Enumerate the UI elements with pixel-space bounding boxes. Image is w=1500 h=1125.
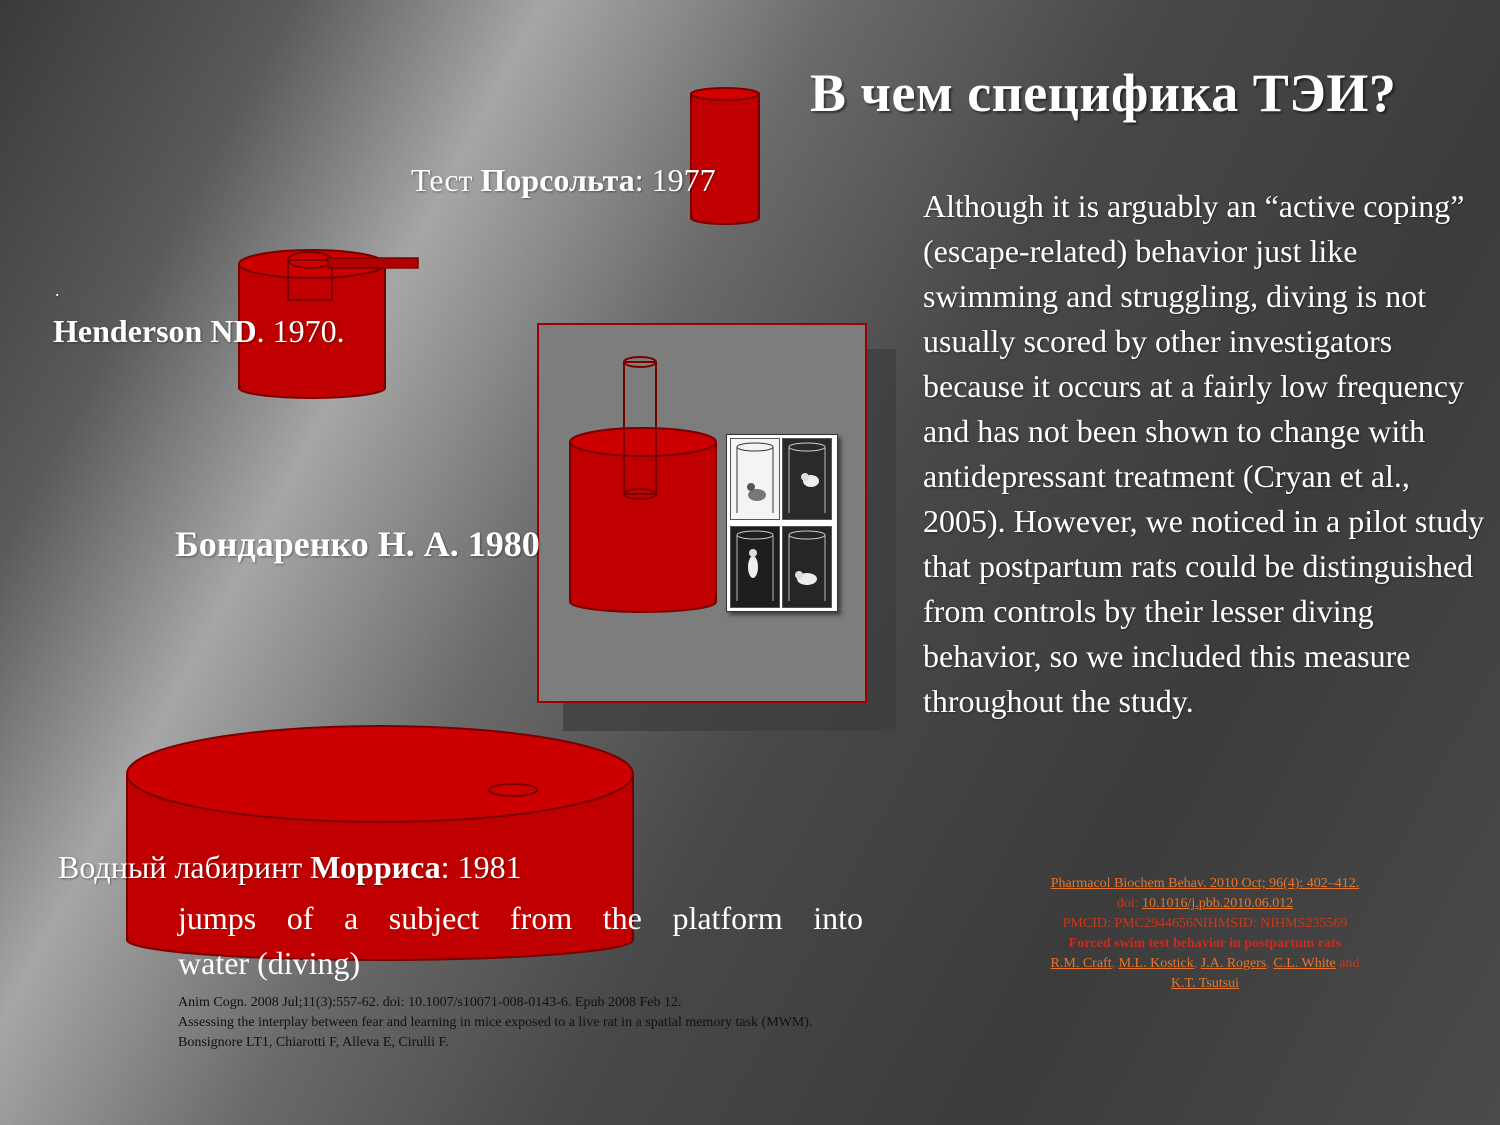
author-link[interactable]: J.A. Rogers: [1200, 956, 1267, 971]
bondarenko-label: Бондаренко Н. А. 1980: [175, 524, 540, 564]
henderson-year: . 1970.: [256, 313, 345, 349]
rat-photo-2: [782, 438, 832, 520]
porsolt-cylinder: [688, 86, 764, 226]
morris-year: : 1981: [440, 849, 522, 885]
quote-text: Although it is arguably an “active coping” (escape-related) behavior just like swimming and struggling, diving is not usually scored by other investigators because it occurs at a fairly low frequency and has not been shown to change with antidepressant treatment (Cryan et al., 2005). However, we noticed in a pilot study that postpartum rats could be distinguished from controls by their lesser diving behavior, so we included this measure throughout the study.: [923, 188, 1485, 719]
morris-label: [58, 849, 522, 886]
reference-left-line1: Anim Cogn. 2008 Jul;11(3):557-62. doi: 10.1007/s10071-008-0143-6. Epub 2008 Feb 12.: [178, 995, 682, 1010]
author-link[interactable]: M.L. Kostick: [1118, 956, 1194, 971]
rat-photo-4: [782, 526, 832, 608]
rat-sketch-icon: [731, 439, 779, 519]
bondarenko-cylinder: [566, 356, 726, 618]
rat-photo-grid: [726, 434, 838, 612]
rat-climb-icon: [731, 527, 779, 607]
diving-caption: [178, 896, 863, 986]
morris-prefix: Водный лабиринт: [58, 849, 311, 885]
author-link[interactable]: R.M. Craft: [1050, 956, 1112, 971]
reference-right: [990, 874, 1420, 994]
author-link[interactable]: C.L. White: [1273, 956, 1336, 971]
reference-left: [178, 993, 898, 1053]
diving-caption-line1: jumps of a subject from the platform into: [178, 900, 863, 936]
porsolt-prefix: Тест: [411, 162, 481, 198]
authors-line: R.M. Craft, M.L. Kostick, J.A. Rogers, C.L. White and: [1050, 956, 1360, 971]
porsolt-name: Порсольта: [480, 162, 635, 198]
rat-swim-icon: [783, 439, 831, 519]
pmcid-text: PMCID: PMC2944656NIHMSID: NIHMS235569: [1062, 916, 1348, 931]
doi-link[interactable]: 10.1016/j.pbb.2010.06.012: [1142, 896, 1294, 911]
henderson-name: Henderson ND: [53, 313, 257, 349]
henderson-dot: .: [55, 280, 60, 300]
porsolt-year: : 1977: [634, 162, 716, 198]
porsolt-label: [411, 162, 716, 199]
slide-title: В чем специфика ТЭИ?: [810, 63, 1397, 123]
reference-left-line3: Bonsignore LT1, Chiarotti F, Alleva E, Cirulli F.: [178, 1035, 449, 1050]
rat-photo-3: [730, 526, 780, 608]
rat-photo-1: [730, 438, 780, 520]
morris-name: Морриса: [310, 849, 441, 885]
author-link-last[interactable]: K.T. Tsutsui: [1170, 976, 1240, 991]
article-title: Forced swim test behavior in postpartum rats: [1068, 936, 1342, 951]
doi-prefix: doi:: [1116, 896, 1142, 911]
authors-and: and: [1335, 956, 1360, 971]
reference-left-line2: Assessing the interplay between fear and learning in mice exposed to a live rat in a spatial memory task (MWM).: [178, 1015, 813, 1030]
rat-dive-icon: [783, 527, 831, 607]
diving-caption-line2: water (diving): [178, 945, 361, 981]
journal-link[interactable]: Pharmacol Biochem Behav. 2010 Oct; 96(4): 402–412.: [1050, 876, 1360, 891]
henderson-label: [53, 313, 345, 350]
